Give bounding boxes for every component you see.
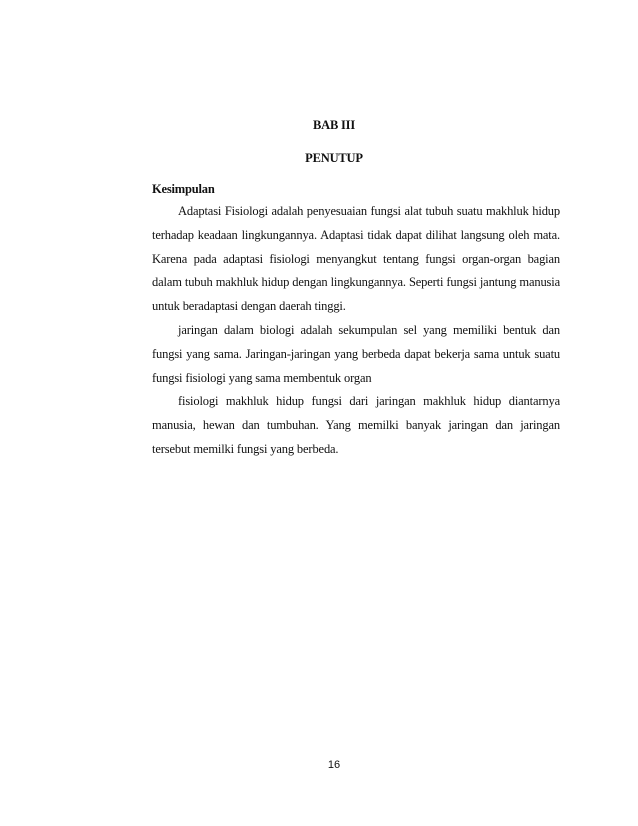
- paragraph-jaringan: jaringan dalam biologi adalah sekumpulan sel yang memiliki bentuk dan fungsi yang sama. Jaringan-jaringan yang berbeda dapat bekerja sama untuk suatu fungsi fisiologi yang sama membentuk organ: [152, 322, 560, 385]
- chapter-heading: BAB III: [312, 118, 356, 132]
- body-text: [152, 200, 560, 462]
- chapter-title: PENUTUP: [305, 151, 363, 165]
- paragraph-adaptasi: Adaptasi Fisiologi adalah penyesuaian fungsi alat tubuh suatu makhluk hidup terhadap keadaan lingkungannya. Adaptasi tidak dapat dilihat langsung oleh mata. Karena pada adaptasi fisiologi menyangkut tentang fungsi organ-organ bagian dalam tubuh makhluk hidup dengan lingkungannya. Seperti fungsi jantung manusia untuk beradaptasi dengan daerah tinggi.: [152, 204, 560, 314]
- paragraph-fisiologi: fisiologi makhluk hidup fungsi dari jaringan makhluk hidup diantarnya manusia, hewan dan tumbuhan. Yang memilki banyak jaringan dan jaringan tersebut memilki fungsi yang berbeda.: [152, 394, 560, 456]
- section-heading: Kesimpulan: [152, 182, 215, 196]
- page-number: 16: [327, 759, 341, 771]
